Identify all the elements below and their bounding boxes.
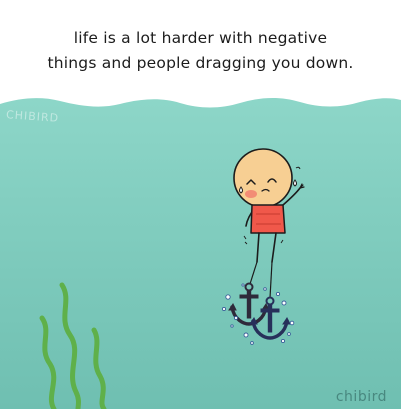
watermark-bottom: chibird — [335, 389, 387, 405]
drop-right — [294, 180, 297, 186]
cheek — [245, 190, 257, 198]
shirt — [251, 205, 285, 233]
caption — [0, 26, 401, 76]
drop-left — [240, 187, 243, 193]
caption-line-1: life is a lot harder with negative — [73, 29, 328, 47]
water — [0, 98, 401, 409]
watermark-top: CHIBIRD — [5, 108, 60, 125]
head — [234, 149, 292, 207]
caption-line-2: things and people dragging you down. — [47, 54, 354, 72]
